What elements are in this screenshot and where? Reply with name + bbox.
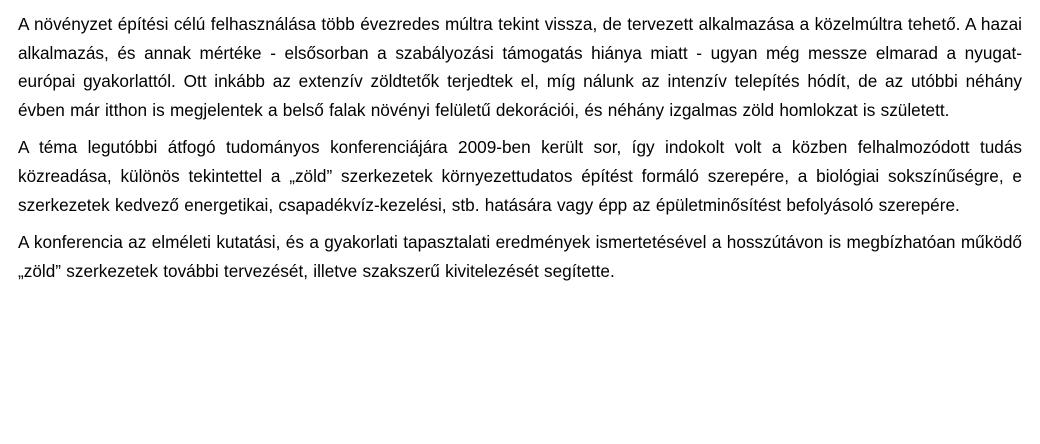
paragraph-conference-outcome: A konferencia az elméleti kutatási, és a gyakorlati tapasztalati eredmények ismertetésével a hosszútávon is megbízhatóan működő „zöld” szerkezetek további tervezését, illetve szakszerű kivitelezését segítette. [18, 232, 1022, 281]
paragraph-conference-background: A téma legutóbbi átfogó tudományos konferenciájára 2009-ben került sor, így indokolt volt a közben felhalmozódott tudás közreadása, különös tekintettel a „zöld” szerkezetek környezettudatos építést formáló szerepére, a biológiai sokszínűségre, e szerkezetek kedvező energetikai, csapadékvíz-kezelési, stb. hatására vagy épp az épületminősítést befolyásoló szerepére. [18, 137, 1022, 215]
document-body [18, 10, 1022, 285]
paragraph-intro: A növényzet építési célú felhasználása több évezredes múltra tekint vissza, de tervezett alkalmazása a közelmúltra tehető. A hazai alkalmazás, és annak mértéke - elsősorban a szabályozási támogatás hiánya miatt - ugyan még messze elmarad a nyugat-európai gyakorlattól. Ott inkább az extenzív zöldtetők terjedtek el, míg nálunk az intenzív telepítés hódít, de az utóbbi néhány évben már itthon is megjelentek a belső falak növényi felületű dekorációi, és néhány izgalmas zöld homlokzat is született. [18, 14, 1022, 120]
